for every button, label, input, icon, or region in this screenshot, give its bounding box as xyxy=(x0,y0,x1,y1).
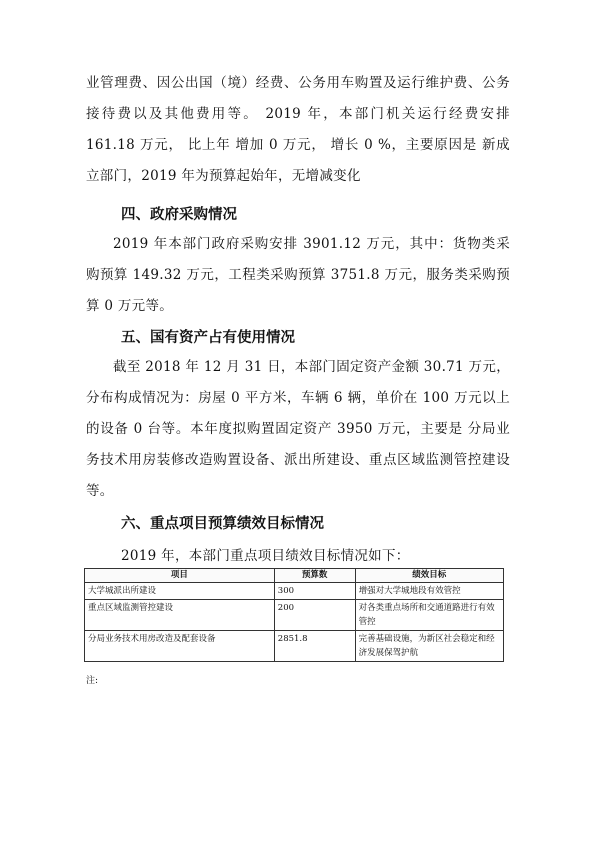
table-intro: 2019 年，本部门重点项目绩效目标情况如下： xyxy=(121,548,410,564)
cell-budget: 300 xyxy=(274,583,355,600)
heading-government-procurement: 四、政府采购情况 xyxy=(121,207,237,223)
cell-budget: 2851.8 xyxy=(274,631,355,662)
cell-project: 重点区域监测管控建设 xyxy=(85,600,275,631)
project-table xyxy=(84,568,504,662)
cell-budget: 200 xyxy=(274,600,355,631)
table-row xyxy=(85,583,504,600)
header-goal: 绩效目标 xyxy=(355,569,503,583)
cell-goal: 对各类重点场所和交通道路进行有效管控 xyxy=(355,600,503,631)
cell-project: 分局业务技术用房改造及配套设备 xyxy=(85,631,275,662)
header-project: 项目 xyxy=(85,569,275,583)
cell-goal: 增强对大学城地段有效管控 xyxy=(355,583,503,600)
header-budget: 预算数 xyxy=(274,569,355,583)
cell-goal: 完善基础设施，为新区社会稳定和经济发展保驾护航 xyxy=(355,631,503,662)
table-header-row xyxy=(85,569,504,583)
table-note: 注: xyxy=(86,676,99,686)
paragraph-procurement: 2019 年本部门政府采购安排 3901.12 万元，其中：货物类采购预算 149.32 万元，工程类采购预算 3751.8 万元，服务类采购预算 0 万元等。 xyxy=(86,236,510,314)
paragraph-assets: 截至 2018 年 12 月 31 日，本部门固定资产金额 30.71 万元，分布构成情况为：房屋 0 平方米，车辆 6 辆，单价在 100 万元以上的设备 0 台等。本年度拟购置固定资产 3950 万元，主要是 分局业务技术用房装修改造购置设备、派出所建设、重点区域监测管控建设 等。 xyxy=(86,359,510,499)
paragraph-operating-costs: 业管理费、因公出国（境）经费、公务用车购置及运行维护费、公务接待费以及其他费用等。 2019 年，本部门机关运行经费安排 161.18 万元， 比上年 增加 0 万元， 增长 0 %，主要原因是 新成立部门，2019 年为预算起始年，无增减变化 xyxy=(86,75,510,184)
table-row xyxy=(85,631,504,662)
table-row xyxy=(85,600,504,631)
heading-state-assets: 五、国有资产占有使用情况 xyxy=(121,330,295,346)
heading-performance-goals: 六、重点项目预算绩效目标情况 xyxy=(121,516,324,532)
cell-project: 大学城派出所建设 xyxy=(85,583,275,600)
